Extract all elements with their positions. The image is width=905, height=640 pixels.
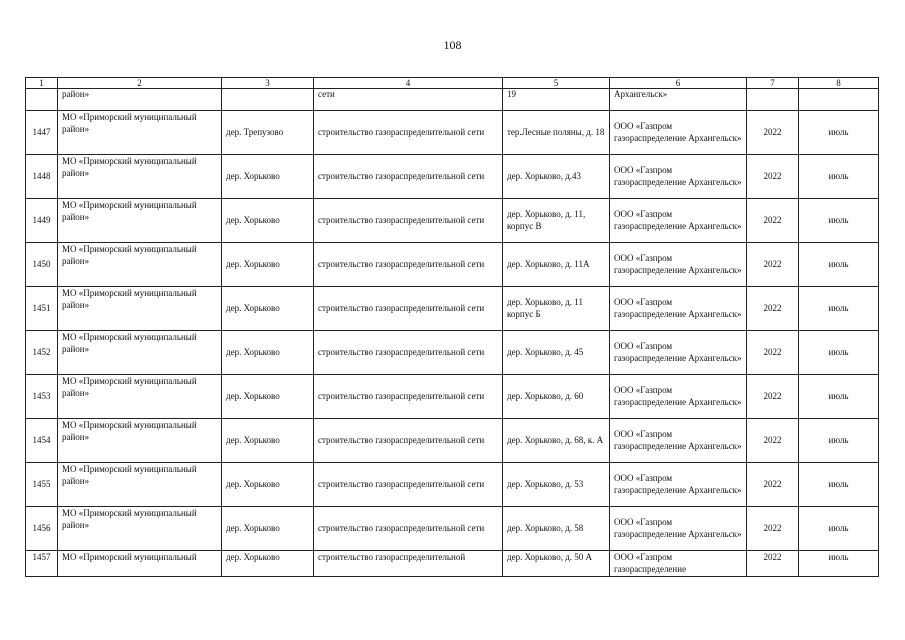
year-cell: 2022: [747, 111, 799, 155]
row-number-cell: 1448: [26, 155, 58, 199]
municipality-cell: МО «Приморский муниципальный район»: [58, 331, 222, 375]
row-number-cell: [26, 89, 58, 111]
settlement-cell: дер. Хорьково: [222, 507, 314, 551]
settlement-cell: [222, 89, 314, 111]
table-row: [26, 507, 879, 551]
works-table: [25, 77, 879, 577]
municipality-cell: МО «Приморский муниципальный район»: [58, 507, 222, 551]
municipality-cell: МО «Приморский муниципальный: [58, 551, 222, 577]
organization-cell: ООО «Газпром газораспределение Архангельск»: [610, 375, 747, 419]
row-number-cell: 1447: [26, 111, 58, 155]
table-row: [26, 463, 879, 507]
address-cell: дер. Хорьково, д. 50 А: [503, 551, 610, 577]
column-number-header-row: [26, 78, 879, 89]
address-cell: дер. Хорьково, д. 45: [503, 331, 610, 375]
settlement-cell: дер. Хорьково: [222, 243, 314, 287]
settlement-cell: дер. Хорьково: [222, 551, 314, 577]
row-number-cell: 1452: [26, 331, 58, 375]
row-number-cell: 1456: [26, 507, 58, 551]
organization-cell: ООО «Газпром газораспределение Архангельск»: [610, 287, 747, 331]
organization-cell: ООО «Газпром газораспределение Архангельск»: [610, 199, 747, 243]
column-number: 4: [314, 78, 503, 89]
row-number-cell: 1451: [26, 287, 58, 331]
year-cell: [747, 89, 799, 111]
municipality-cell: МО «Приморский муниципальный район»: [58, 111, 222, 155]
municipality-cell: МО «Приморский муниципальный район»: [58, 463, 222, 507]
month-cell: июль: [799, 111, 879, 155]
month-cell: [799, 89, 879, 111]
address-cell: дер. Хорьково, д. 60: [503, 375, 610, 419]
work-type-cell: строительство газораспределительной сети: [314, 331, 503, 375]
address-cell: дер. Хорьково, д.43: [503, 155, 610, 199]
month-cell: июль: [799, 155, 879, 199]
work-type-cell: строительство газораспределительной сети: [314, 375, 503, 419]
municipality-cell: МО «Приморский муниципальный район»: [58, 375, 222, 419]
settlement-cell: дер. Хорьково: [222, 199, 314, 243]
address-cell: дер. Хорьково, д. 11 корпус Б: [503, 287, 610, 331]
municipality-cell: МО «Приморский муниципальный район»: [58, 199, 222, 243]
address-cell: дер. Хорьково, д. 58: [503, 507, 610, 551]
address-cell: дер. Хорьково, д. 11А: [503, 243, 610, 287]
year-cell: 2022: [747, 331, 799, 375]
settlement-cell: дер. Хорьково: [222, 463, 314, 507]
row-number-cell: 1450: [26, 243, 58, 287]
column-number: 8: [799, 78, 879, 89]
municipality-cell: МО «Приморский муниципальный район»: [58, 287, 222, 331]
settlement-cell: дер. Хорьково: [222, 155, 314, 199]
organization-cell: ООО «Газпром газораспределение Архангельск»: [610, 331, 747, 375]
continuation-row: [26, 89, 879, 111]
address-cell: дер. Хорьково, д. 11, корпус В: [503, 199, 610, 243]
work-type-cell: сети: [314, 89, 503, 111]
column-number: 5: [503, 78, 610, 89]
municipality-cell: МО «Приморский муниципальный район»: [58, 243, 222, 287]
row-number-cell: 1449: [26, 199, 58, 243]
column-number: 1: [26, 78, 58, 89]
work-type-cell: строительство газораспределительной сети: [314, 111, 503, 155]
table-row: [26, 111, 879, 155]
year-cell: 2022: [747, 463, 799, 507]
row-number-cell: 1457: [26, 551, 58, 577]
work-type-cell: строительство газораспределительной сети: [314, 199, 503, 243]
address-cell: 19: [503, 89, 610, 111]
work-type-cell: строительство газораспределительной сети: [314, 463, 503, 507]
address-cell: дер. Хорьково, д. 53: [503, 463, 610, 507]
table-row: [26, 243, 879, 287]
table-row: [26, 287, 879, 331]
table-row: [26, 199, 879, 243]
table-row: [26, 375, 879, 419]
work-type-cell: строительство газораспределительной сети: [314, 243, 503, 287]
year-cell: 2022: [747, 507, 799, 551]
settlement-cell: дер. Трепузово: [222, 111, 314, 155]
work-type-cell: строительство газораспределительной сети: [314, 507, 503, 551]
address-cell: тер.Лесные поляны, д. 18: [503, 111, 610, 155]
row-number-cell: 1454: [26, 419, 58, 463]
year-cell: 2022: [747, 287, 799, 331]
column-number: 7: [747, 78, 799, 89]
address-cell: дер. Хорьково, д. 68, к. А: [503, 419, 610, 463]
work-type-cell: строительство газораспределительной: [314, 551, 503, 577]
organization-cell: Архангельск»: [610, 89, 747, 111]
month-cell: июль: [799, 419, 879, 463]
page-number: 108: [443, 38, 462, 52]
month-cell: июль: [799, 507, 879, 551]
table-row: [26, 155, 879, 199]
year-cell: 2022: [747, 551, 799, 577]
row-number-cell: 1453: [26, 375, 58, 419]
month-cell: июль: [799, 551, 879, 577]
settlement-cell: дер. Хорьково: [222, 287, 314, 331]
month-cell: июль: [799, 463, 879, 507]
year-cell: 2022: [747, 155, 799, 199]
municipality-cell: МО «Приморский муниципальный район»: [58, 419, 222, 463]
settlement-cell: дер. Хорьково: [222, 375, 314, 419]
month-cell: июль: [799, 287, 879, 331]
month-cell: июль: [799, 375, 879, 419]
organization-cell: ООО «Газпром газораспределение Архангельск»: [610, 463, 747, 507]
work-type-cell: строительство газораспределительной сети: [314, 419, 503, 463]
organization-cell: ООО «Газпром газораспределение Архангельск»: [610, 419, 747, 463]
year-cell: 2022: [747, 243, 799, 287]
column-number: 3: [222, 78, 314, 89]
organization-cell: ООО «Газпром газораспределение Архангельск»: [610, 243, 747, 287]
settlement-cell: дер. Хорьково: [222, 331, 314, 375]
work-type-cell: строительство газораспределительной сети: [314, 287, 503, 331]
month-cell: июль: [799, 199, 879, 243]
table-row: [26, 551, 879, 577]
year-cell: 2022: [747, 419, 799, 463]
year-cell: 2022: [747, 375, 799, 419]
organization-cell: ООО «Газпром газораспределение: [610, 551, 747, 577]
organization-cell: ООО «Газпром газораспределение Архангельск»: [610, 155, 747, 199]
organization-cell: ООО «Газпром газораспределение Архангельск»: [610, 111, 747, 155]
table-row: [26, 419, 879, 463]
column-number: 2: [58, 78, 222, 89]
organization-cell: ООО «Газпром газораспределение Архангельск»: [610, 507, 747, 551]
row-number-cell: 1455: [26, 463, 58, 507]
year-cell: 2022: [747, 199, 799, 243]
municipality-cell: район»: [58, 89, 222, 111]
settlement-cell: дер. Хорьково: [222, 419, 314, 463]
work-type-cell: строительство газораспределительной сети: [314, 155, 503, 199]
table-row: [26, 331, 879, 375]
column-number: 6: [610, 78, 747, 89]
month-cell: июль: [799, 243, 879, 287]
month-cell: июль: [799, 331, 879, 375]
municipality-cell: МО «Приморский муниципальный район»: [58, 155, 222, 199]
